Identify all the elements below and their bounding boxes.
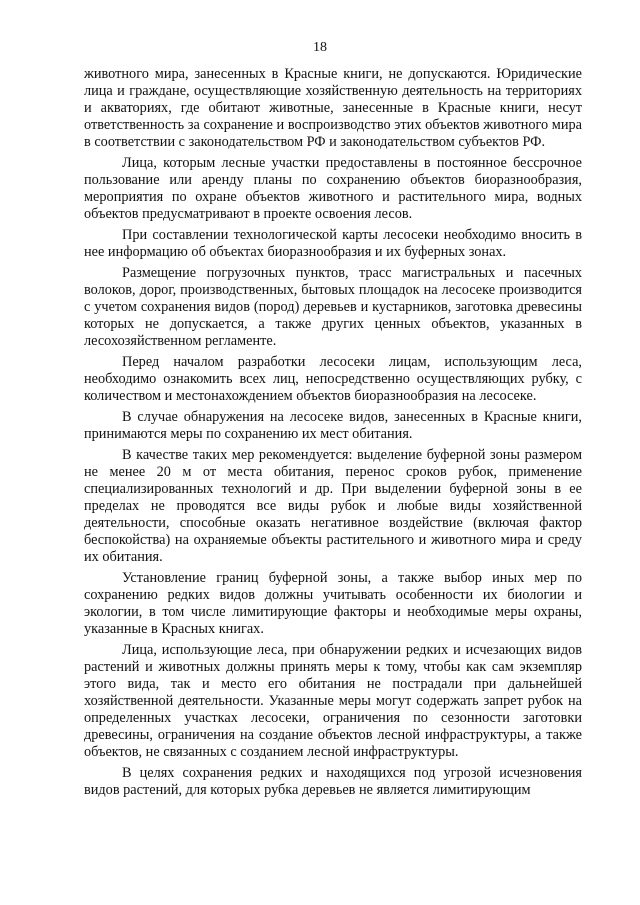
paragraph-technological-map: При составлении технологической карты лесосеки необходимо вносить в нее информацию об объектах биоразнообразия и их буферных зонах. xyxy=(84,227,582,260)
page-number: 18 xyxy=(313,40,327,55)
paragraph-rare-plant-conservation: В целях сохранения редких и находящихся под угрозой исчезновения видов растений, для которых рубка деревьев не является лимитирующим xyxy=(84,765,582,798)
paragraph-briefing-before-logging: Перед началом разработки лесосеки лицам, использующим леса, необходимо ознакомить всех лиц, непосредственно осуществляющих рубку, с количеством и местонахождением объектов биоразнообразия на лесосеке. xyxy=(84,354,582,404)
paragraph-buffer-zone-boundaries: Установление границ буферной зоны, а также выбор иных мер по сохранению редких видов должны учитывать особенности их биологии и экологии, в том числе лимитирующие факторы и необходимые меры охраны, указанные в Красных книгах. xyxy=(84,570,582,637)
paragraph-red-book-detection: В случае обнаружения на лесосеке видов, занесенных в Красные книги, принимаются меры по сохранению их мест обитания. xyxy=(84,409,582,442)
paragraph-buffer-zone-measures: В качестве таких мер рекомендуется: выделение буферной зоны размером не менее 20 м от места обитания, перенос сроков рубок, применение специализированных технологий и др. При выделении буферной зоны в ее пределах не проводятся все виды рубок и любые виды хозяйственной деятельности, способные оказать негативное воздействие (включая фактор беспокойства) на охраняемые объекты растительного и животного мира и среду их обитания. xyxy=(84,447,582,565)
paragraph-forest-users-plans: Лица, которым лесные участки предоставлены в постоянное бессрочное пользование или аренду планы по сохранению объектов биоразнообразия, мероприятия по охране объектов животного и растительного мира, водных объектов предусматривают в проекте освоения лесов. xyxy=(84,155,582,222)
paragraph-rare-species-protection: Лица, использующие леса, при обнаружении редких и исчезающих видов растений и животных должны принять меры к тому, чтобы как сам экземпляр этого вида, так и место его обитания не пострадали при дальнейшей хозяйственной деятельности. Указанные меры могут содержать запрет рубок на определенных участках лесосеки, ограничения по сезонности заготовки древесины, ограничения на создание объектов лесной инфраструктуры, а также объектов, не связанных с созданием лесной инфраструктуры. xyxy=(84,642,582,760)
paragraph-red-book-responsibility: животного мира, занесенных в Красные книги, не допускаются. Юридические лица и граждане, осуществляющие хозяйственную деятельность на территориях и акваториях, где обитают животные, занесенные в Красные книги, несут ответственность за сохранение и воспроизводство этих объектов животного мира в соответствии с законодательством РФ и законодательством субъектов РФ. xyxy=(84,66,582,150)
document-body xyxy=(84,66,582,799)
paragraph-site-placement: Размещение погрузочных пунктов, трасс магистральных и пасечных волоков, дорог, производственных, бытовых площадок на лесосеке производится с учетом сохранения видов (пород) деревьев и кустарников, заготовка древесины которых не допускается, а также других ценных объектов, указанных в лесохозяйственном регламенте. xyxy=(84,265,582,349)
